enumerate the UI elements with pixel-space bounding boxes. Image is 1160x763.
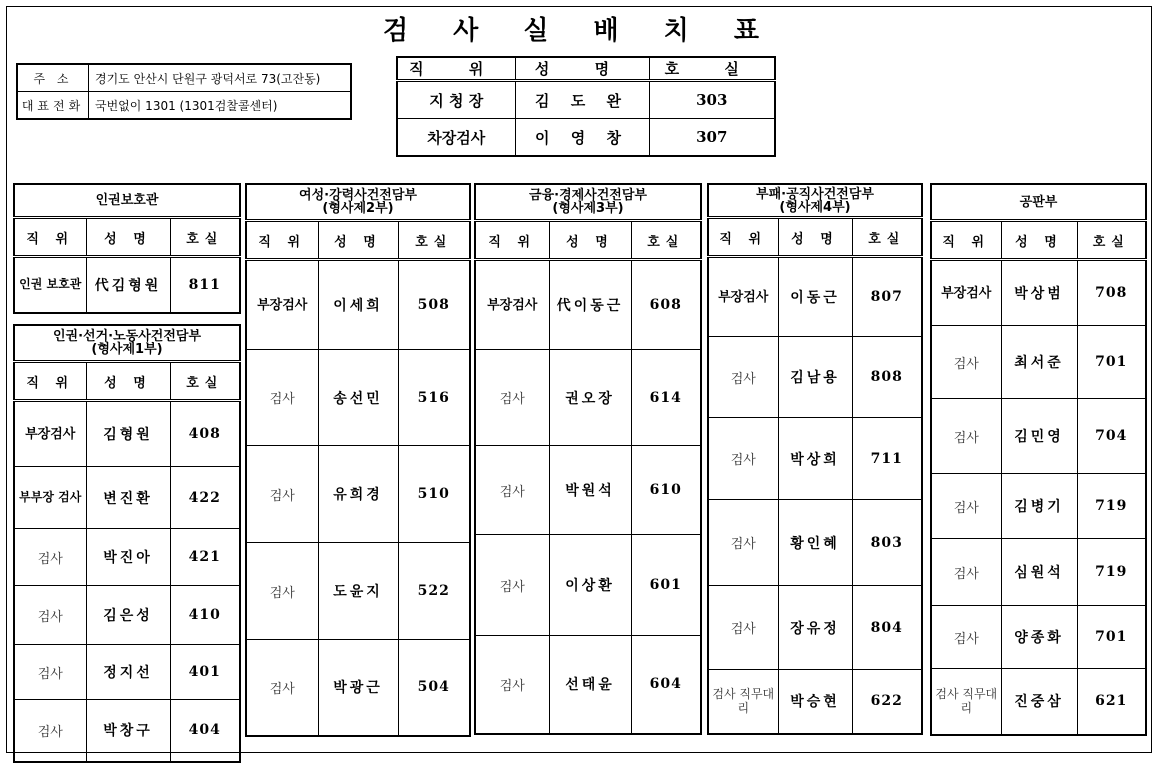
name-cell: 이상환 (549, 535, 631, 636)
dept-title (931, 184, 1146, 221)
phone-value: 국번없이 1301 (1301검찰콜센터) (89, 92, 352, 120)
name-cell: 박광근 (318, 640, 398, 736)
phone-label: 대표전화 (17, 92, 89, 120)
room-cell: 711 (852, 418, 922, 500)
header-position: 직 위 (931, 221, 1001, 260)
position-cell: 검사 (931, 539, 1001, 606)
position-cell: 검사 (14, 586, 86, 645)
position-cell: 차장검사 (397, 119, 515, 157)
header-name: 성 명 (549, 221, 631, 260)
position-cell: 검사 (931, 399, 1001, 474)
dept-title (14, 184, 240, 218)
table-row (14, 645, 240, 700)
position-cell: 검사 (14, 645, 86, 700)
name-cell: 변진환 (86, 467, 170, 529)
position-cell: 부장검사 (246, 260, 318, 350)
table-row (475, 260, 701, 350)
room-cell: 808 (852, 337, 922, 418)
name-cell: 박상희 (778, 418, 852, 500)
room-cell: 608 (631, 260, 701, 350)
table-row (14, 257, 240, 313)
room-cell: 504 (398, 640, 470, 736)
name-cell: 김병기 (1001, 474, 1077, 539)
header-room: 호실 (398, 221, 470, 260)
table-row (708, 670, 922, 734)
name-cell: 김 도 완 (515, 81, 649, 119)
header-name: 성 명 (86, 362, 170, 401)
name-cell: 박창구 (86, 700, 170, 762)
dept-table-criminal-1 (13, 324, 241, 763)
name-cell: 박상범 (1001, 260, 1077, 326)
name-cell: 황인혜 (778, 500, 852, 586)
header-name: 성 명 (778, 218, 852, 257)
position-cell: 검사 (246, 446, 318, 543)
dept-title-main: 인권·선거·노동사건전담부 (53, 329, 202, 344)
position-cell: 검사 (475, 535, 549, 636)
name-cell: 김형원 (86, 401, 170, 467)
header-room: 호 실 (649, 57, 775, 81)
header-name: 성 명 (318, 221, 398, 260)
name-cell: 양종화 (1001, 606, 1077, 669)
room-cell: 422 (170, 467, 240, 529)
room-cell: 510 (398, 446, 470, 543)
address-label: 주 소 (17, 64, 89, 92)
position-cell: 검사 (708, 586, 778, 670)
room-cell: 704 (1077, 399, 1146, 474)
position-cell: 검사 (246, 350, 318, 446)
position-cell: 검사 (708, 418, 778, 500)
position-cell: 검사 (931, 326, 1001, 399)
position-cell: 인권 보호관 (14, 257, 86, 313)
dept-title-sub: (형사제2부) (322, 201, 394, 216)
room-cell: 610 (631, 446, 701, 535)
position-cell: 지 청 장 (397, 81, 515, 119)
dept-title-main: 부패·공직사건전담부 (756, 186, 874, 202)
dept-title-sub: (형사제1부) (91, 342, 163, 357)
name-cell: 이세희 (318, 260, 398, 350)
room-cell: 804 (852, 586, 922, 670)
table-row (475, 636, 701, 734)
room-cell: 421 (170, 529, 240, 586)
room-cell: 604 (631, 636, 701, 734)
position-cell: 부장검사 (931, 260, 1001, 326)
header-position: 직 위 (397, 57, 515, 81)
table-row (708, 257, 922, 337)
table-row (931, 539, 1146, 606)
name-cell: 도윤지 (318, 543, 398, 640)
name-cell: 박진아 (86, 529, 170, 586)
header-room: 호실 (170, 362, 240, 401)
header-position: 직 위 (14, 218, 86, 257)
room-cell: 719 (1077, 539, 1146, 606)
table-row (14, 586, 240, 645)
room-cell: 508 (398, 260, 470, 350)
table-row (14, 529, 240, 586)
table-row (475, 535, 701, 636)
page-title: 검 사 실 배 치 표 (383, 16, 777, 46)
name-cell: 이동근 (778, 257, 852, 337)
room-cell: 803 (852, 500, 922, 586)
room-cell: 516 (398, 350, 470, 446)
dept-title-sub: (형사제3부) (552, 201, 624, 216)
name-cell: 代이동근 (549, 260, 631, 350)
table-row (14, 467, 240, 529)
dept-title-main: 여성·강력사건전담부 (299, 188, 417, 203)
header-position: 직 위 (14, 362, 86, 401)
position-cell: 검사 (475, 350, 549, 446)
room-cell: 614 (631, 350, 701, 446)
header-name: 성 명 (1001, 221, 1077, 260)
position-cell: 검사 (708, 500, 778, 586)
room-cell: 622 (852, 670, 922, 734)
room-cell: 807 (852, 257, 922, 337)
table-row (931, 399, 1146, 474)
dept-title-sub: (형사제4부) (779, 199, 851, 215)
room-cell: 307 (649, 119, 775, 157)
dept-table-human-rights (13, 183, 241, 314)
name-cell: 유희경 (318, 446, 398, 543)
table-row (708, 337, 922, 418)
position-cell: 검사 (475, 636, 549, 734)
position-cell: 부장검사 (475, 260, 549, 350)
address-box (16, 63, 352, 120)
dept-table-criminal-2 (245, 183, 471, 737)
dept-title (246, 184, 470, 221)
room-cell: 708 (1077, 260, 1146, 326)
header-name: 성 명 (515, 57, 649, 81)
name-cell: 진중삼 (1001, 669, 1077, 735)
header-room: 호실 (1077, 221, 1146, 260)
position-cell: 검사 (931, 474, 1001, 539)
table-row (14, 700, 240, 762)
room-cell: 404 (170, 700, 240, 762)
position-cell: 부부장 검사 (14, 467, 86, 529)
dept-title-main: 공판부 (1019, 194, 1058, 210)
table-row (931, 669, 1146, 735)
room-cell: 701 (1077, 606, 1146, 669)
name-cell: 선태윤 (549, 636, 631, 734)
name-cell: 정지선 (86, 645, 170, 700)
header-position: 직 위 (708, 218, 778, 257)
table-row (475, 350, 701, 446)
room-cell: 401 (170, 645, 240, 700)
position-cell: 검사 (246, 640, 318, 736)
position-cell: 검사 (14, 700, 86, 762)
dept-title-main: 금융·경제사건전담부 (529, 188, 647, 203)
position-cell: 검사 (246, 543, 318, 640)
name-cell: 김남용 (778, 337, 852, 418)
table-row (931, 326, 1146, 399)
room-cell: 621 (1077, 669, 1146, 735)
table-row (246, 260, 470, 350)
position-cell: 검사 (931, 606, 1001, 669)
name-cell: 박승현 (778, 670, 852, 734)
room-cell: 303 (649, 81, 775, 119)
room-cell: 719 (1077, 474, 1146, 539)
position-cell: 검사 (14, 529, 86, 586)
room-cell: 410 (170, 586, 240, 645)
dept-table-trial (930, 183, 1147, 736)
table-row (246, 350, 470, 446)
name-cell: 심원석 (1001, 539, 1077, 606)
table-row (397, 119, 775, 157)
header-room: 호실 (631, 221, 701, 260)
dept-title (14, 325, 240, 362)
table-row (931, 606, 1146, 669)
name-cell: 代김형원 (86, 257, 170, 313)
name-cell: 김은성 (86, 586, 170, 645)
dept-title (708, 184, 922, 218)
table-row (14, 401, 240, 467)
header-position: 직 위 (246, 221, 318, 260)
dept-title (475, 184, 701, 221)
position-cell: 검사 (708, 337, 778, 418)
dept-table-criminal-4 (707, 183, 923, 735)
table-row (708, 500, 922, 586)
position-cell: 부장검사 (708, 257, 778, 337)
header-position: 직 위 (475, 221, 549, 260)
name-cell: 권오장 (549, 350, 631, 446)
position-cell: 부장검사 (14, 401, 86, 467)
table-row (931, 474, 1146, 539)
room-cell: 601 (631, 535, 701, 636)
address-value: 경기도 안산시 단원구 광덕서로 73(고잔동) (89, 64, 352, 92)
leadership-table (396, 56, 776, 157)
name-cell: 이 영 창 (515, 119, 649, 157)
room-cell: 701 (1077, 326, 1146, 399)
header-room: 호실 (852, 218, 922, 257)
name-cell: 송선민 (318, 350, 398, 446)
table-row (397, 81, 775, 119)
name-cell: 박원석 (549, 446, 631, 535)
table-row (246, 543, 470, 640)
dept-table-criminal-3 (474, 183, 702, 735)
position-cell: 검사 (475, 446, 549, 535)
room-cell: 522 (398, 543, 470, 640)
table-row (708, 586, 922, 670)
dept-title-main: 인권보호관 (95, 193, 159, 208)
header-room: 호실 (170, 218, 240, 257)
position-cell: 검사 직무대리 (931, 669, 1001, 735)
table-row (475, 446, 701, 535)
header-name: 성 명 (86, 218, 170, 257)
table-row (246, 640, 470, 736)
name-cell: 최서준 (1001, 326, 1077, 399)
table-row (931, 260, 1146, 326)
room-cell: 408 (170, 401, 240, 467)
name-cell: 장유정 (778, 586, 852, 670)
name-cell: 김민영 (1001, 399, 1077, 474)
table-row (246, 446, 470, 543)
room-cell: 811 (170, 257, 240, 313)
table-row (708, 418, 922, 500)
position-cell: 검사 직무대리 (708, 670, 778, 734)
